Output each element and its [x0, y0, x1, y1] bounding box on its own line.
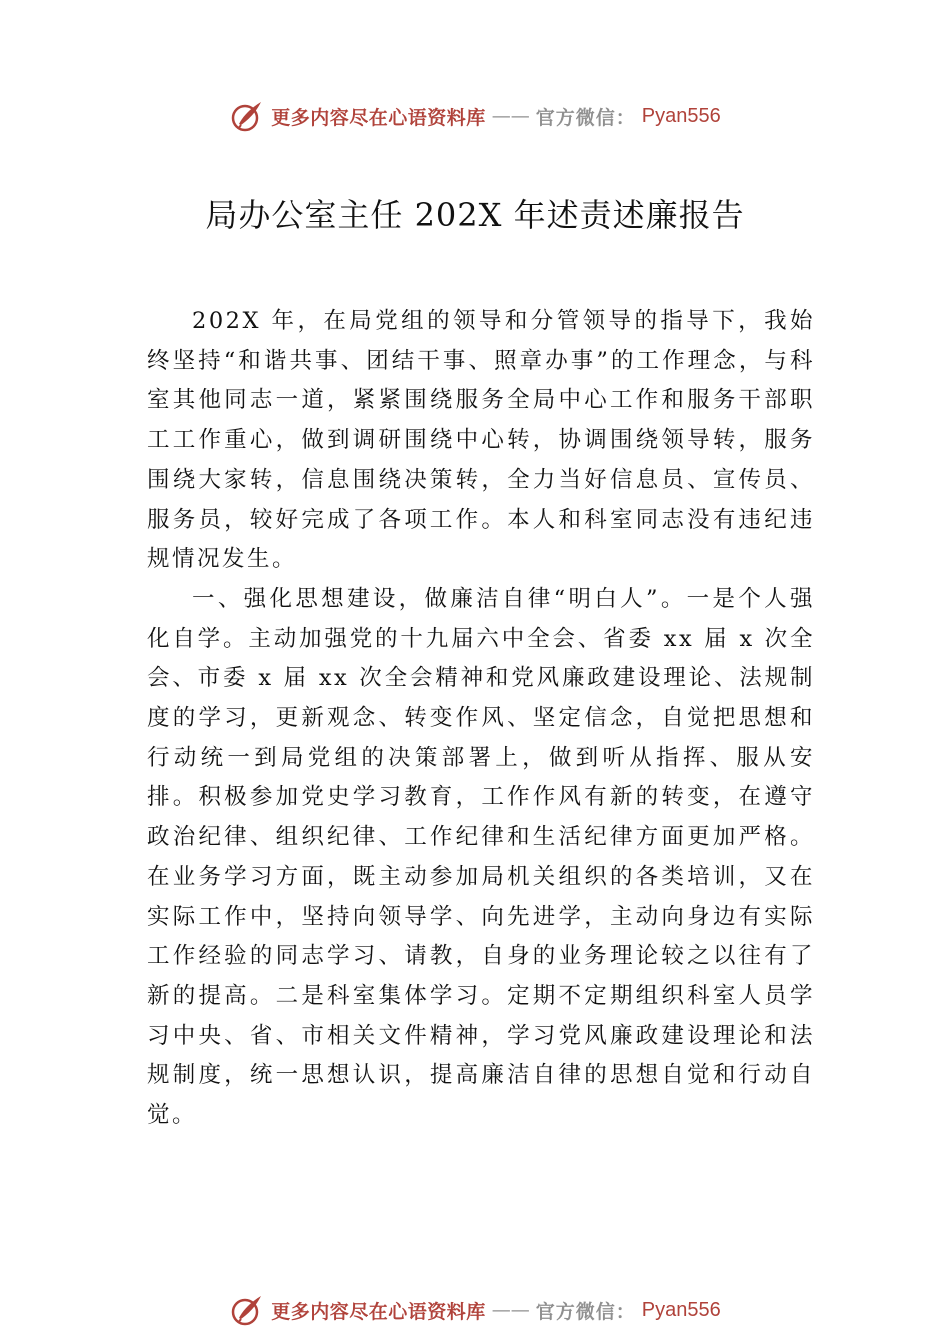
- watermark-wechat-label: 官方微信：: [535, 1300, 636, 1323]
- paragraph-section-one: 一、强化思想建设，做廉洁自律“明白人”。一是个人强化自学。主动加强党的十九届六中全会、省委 xx 届 x 次全会、市委 x 届 xx 次全会精神和党风廉政建设理论、法规制度的学习，更新观念、转变作风、坚定信念，自觉把思想和行动统一到局党组的决策部署上，做到听从指挥、服从安排。积极参加党史学习教育，工作作风有新的转变，在遵守政治纪律、组织纪律、工作纪律和生活纪律方面更加严格。在业务学习方面，既主动参加局机关组织的各类培训，又在实际工作中，坚持向领导学、向先进学，主动向身边有实际工作经验的同志学习、请教，自身的业务理论较之以往有了新的提高。二是科室集体学习。定期不定期组织科室人员学习中央、省、市相关文件精神，学习党风廉政建设理论和法规制度，统一思想认识，提高廉洁自律的思想自觉和行动自觉。: [147, 585, 815, 1129]
- document-body: [147, 302, 815, 1136]
- watermark-dash: ——: [491, 105, 530, 127]
- header-watermark-content: [229, 98, 721, 134]
- paragraph-intro: 202X 年，在局党组的领导和分管领导的指导下，我始终坚持“和谐共事、团结干事、照章办事”的工作理念，与科室其他同志一道，紧紧围绕服务全局中心工作和服务干部职工工作重心，做到调研围绕中心转，协调围绕领导转，服务围绕大家转，信息围绕决策转，全力当好信息员、宣传员、服务员，较好完成了各项工作。本人和科室同志没有违纪违规情况发生。: [147, 308, 815, 573]
- document-title: 局办公室主任 202X 年述责述廉报告: [205, 196, 745, 234]
- footer-watermark-banner: [0, 1290, 950, 1330]
- watermark-slogan: 更多内容尽在心语资料库: [271, 106, 486, 129]
- watermark-wechat-id: Pyan556: [641, 104, 721, 127]
- watermark-dash: ——: [491, 1299, 530, 1321]
- quill-pen-logo-icon: [229, 1292, 265, 1328]
- header-watermark-banner: [0, 96, 950, 136]
- quill-pen-logo-icon: [229, 98, 265, 134]
- watermark-wechat-id: Pyan556: [641, 1298, 721, 1321]
- footer-watermark-content: [229, 1292, 721, 1328]
- watermark-wechat-label: 官方微信：: [535, 106, 636, 129]
- watermark-slogan: 更多内容尽在心语资料库: [271, 1300, 486, 1323]
